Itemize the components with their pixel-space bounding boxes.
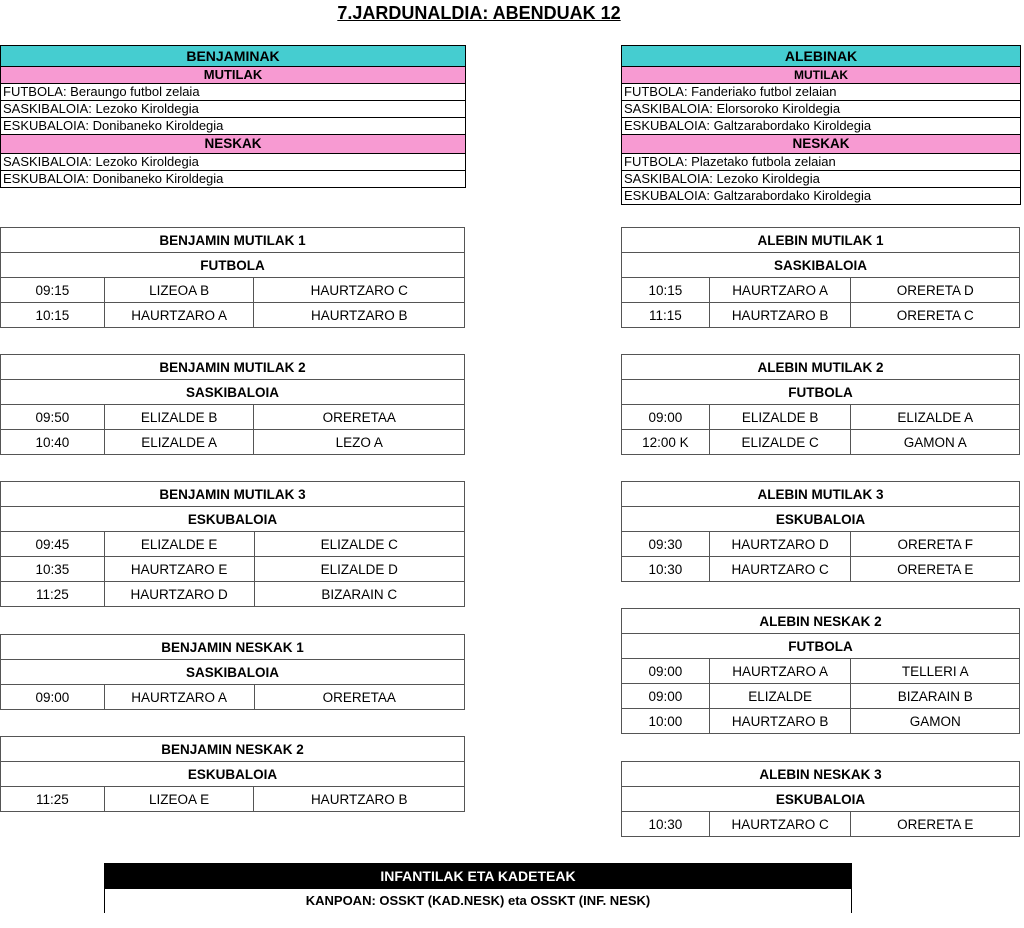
home-team: HAURTZARO C [709,557,851,582]
group-header: BENJAMIN MUTILAK 3 [1,482,465,507]
match-time: 10:15 [1,303,105,328]
away-team: ORERETA E [851,557,1020,582]
match-table [621,761,1020,837]
away-team: ORERETA E [851,812,1020,837]
away-team: ORERETAA [254,405,465,430]
away-team: TELLERI A [851,659,1020,684]
summary-line: ESKUBALOIA: Galtzarabordako Kiroldegia [622,118,1020,135]
summary-benjaminak [0,45,466,188]
group-header: ALEBIN MUTILAK 2 [622,355,1020,380]
match-time: 11:15 [622,303,710,328]
group-header: BENJAMIN NESKAK 1 [1,635,465,660]
match-row [622,405,1020,430]
group-header: BENJAMIN NESKAK 2 [1,737,465,762]
summary-header: ALEBINAK [622,45,1020,67]
home-team: HAURTZARO A [104,303,254,328]
sport-header: ESKUBALOIA [622,507,1020,532]
match-time: 10:35 [1,557,105,582]
away-team: BIZARAIN C [254,582,465,607]
away-team: HAURTZARO B [254,303,465,328]
away-team: ELIZALDE D [254,557,465,582]
match-row [1,303,465,328]
summary-line: FUTBOLA: Fanderiako futbol zelaian [622,84,1020,101]
banner-header: INFANTILAK ETA KADETEAK [105,863,851,889]
match-row [622,303,1020,328]
sport-header: ESKUBALOIA [1,762,465,787]
summary-line: FUTBOLA: Plazetako futbola zelaian [622,154,1020,171]
home-team: HAURTZARO A [104,685,254,710]
away-team: ORERETA C [851,303,1020,328]
match-row [622,709,1020,734]
summary-boys-label: MUTILAK [1,67,465,84]
infantil-kadete-banner [104,863,852,913]
match-row [1,532,465,557]
away-team: GAMON A [851,430,1020,455]
match-row [622,557,1020,582]
group-header: ALEBIN NESKAK 2 [622,609,1020,634]
match-table [0,736,465,812]
match-table [621,481,1020,582]
away-team: ORERETAA [254,685,465,710]
away-team: LEZO A [254,430,465,455]
match-row [1,685,465,710]
group-header: ALEBIN NESKAK 3 [622,762,1020,787]
match-row [1,787,465,812]
home-team: ELIZALDE A [104,430,254,455]
sport-header: FUTBOLA [622,380,1020,405]
summary-line: ESKUBALOIA: Donibaneko Kiroldegia [1,118,465,135]
home-team: ELIZALDE C [709,430,851,455]
away-team: ORERETA F [851,532,1020,557]
match-row [622,659,1020,684]
match-time: 09:30 [622,532,710,557]
summary-line: ESKUBALOIA: Galtzarabordako Kiroldegia [624,188,872,203]
sport-header: ESKUBALOIA [1,507,465,532]
match-time: 09:45 [1,532,105,557]
summary-line: SASKIBALOIA: Lezoko Kiroldegia [1,101,465,118]
match-time: 09:50 [1,405,105,430]
match-time: 09:00 [622,684,710,709]
match-table [0,634,465,710]
match-row [1,405,465,430]
group-header: ALEBIN MUTILAK 1 [622,228,1020,253]
match-row [622,430,1020,455]
away-team: HAURTZARO C [254,278,465,303]
match-time: 11:25 [1,582,105,607]
match-time: 10:00 [622,709,710,734]
away-team: ELIZALDE C [254,532,465,557]
away-team: ORERETA D [851,278,1020,303]
summary-alebinak [621,45,1021,205]
summary-line: ESKUBALOIA: Donibaneko Kiroldegia [3,171,224,186]
summary-line: SASKIBALOIA: Lezoko Kiroldegia [1,154,465,171]
match-time: 10:30 [622,557,710,582]
home-team: HAURTZARO D [709,532,851,557]
group-header: ALEBIN MUTILAK 3 [622,482,1020,507]
home-team: ELIZALDE E [104,532,254,557]
away-team: BIZARAIN B [851,684,1020,709]
summary-header: BENJAMINAK [1,45,465,67]
sport-header: ESKUBALOIA [622,787,1020,812]
match-time: 10:15 [622,278,710,303]
match-time: 10:40 [1,430,105,455]
match-table [621,227,1020,328]
home-team: ELIZALDE B [709,405,851,430]
match-table [621,354,1020,455]
match-table [0,481,465,607]
summary-boys-label: MUTILAK [622,67,1020,84]
match-row [1,557,465,582]
match-row [622,278,1020,303]
home-team: LIZEOA E [104,787,254,812]
away-team: ELIZALDE A [851,405,1020,430]
match-row [622,684,1020,709]
summary-girls-label: NESKAK [1,135,465,154]
sport-header: SASKIBALOIA [1,660,465,685]
summary-girls-label: NESKAK [622,135,1020,154]
summary-line: SASKIBALOIA: Elorsoroko Kiroldegia [622,101,1020,118]
home-team: HAURTZARO A [709,659,851,684]
home-team: HAURTZARO A [709,278,851,303]
group-header: BENJAMIN MUTILAK 1 [1,228,465,253]
sport-header: SASKIBALOIA [622,253,1020,278]
match-row [1,278,465,303]
home-team: LIZEOA B [104,278,254,303]
match-table [621,608,1020,734]
banner-line: KANPOAN: OSSKT (KAD.NESK) eta OSSKT (INF. NESK) [305,893,651,908]
home-team: HAURTZARO E [104,557,254,582]
home-team: HAURTZARO B [709,303,851,328]
summary-line: FUTBOLA: Beraungo futbol zelaia [1,84,465,101]
match-time: 09:15 [1,278,105,303]
sport-header: SASKIBALOIA [1,380,465,405]
home-team: HAURTZARO B [709,709,851,734]
match-table [0,354,465,455]
home-team: ELIZALDE [709,684,851,709]
group-header: BENJAMIN MUTILAK 2 [1,355,465,380]
sport-header: FUTBOLA [1,253,465,278]
match-time: 09:00 [622,405,710,430]
match-row [1,582,465,607]
match-row [1,430,465,455]
match-time: 12:00 K [622,430,710,455]
match-table [0,227,465,328]
match-time: 10:30 [622,812,710,837]
match-time: 09:00 [622,659,710,684]
sport-header: FUTBOLA [622,634,1020,659]
summary-line: SASKIBALOIA: Lezoko Kiroldegia [622,171,1020,188]
match-time: 11:25 [1,787,105,812]
home-team: HAURTZARO C [709,812,851,837]
away-team: GAMON [851,709,1020,734]
match-row [622,812,1020,837]
home-team: HAURTZARO D [104,582,254,607]
page-title: 7.JARDUNALDIA: ABENDUAK 12 [337,3,621,23]
match-row [622,532,1020,557]
away-team: HAURTZARO B [254,787,465,812]
home-team: ELIZALDE B [104,405,254,430]
match-time: 09:00 [1,685,105,710]
